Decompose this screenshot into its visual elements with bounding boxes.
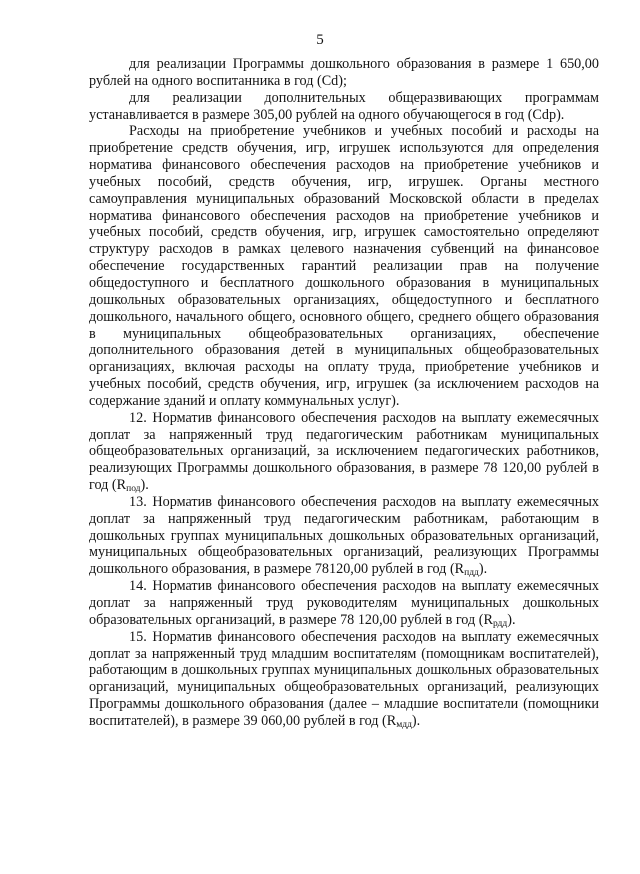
paragraph-textbooks-expenses [89, 123, 599, 409]
paragraph-tail: ). [478, 561, 488, 578]
paragraph-text: 13. Норматив финансового обеспечения расходов на выплату ежемесячных доплат за напряженный труд педагогическим работникам, работающим в дошкольных группах муниципальных дошкольных образовательных организаций, муниципальных общеобразовательных организаций, реализующих Программы дошкольного образования, в размере 78120,00 рублей в год (R [89, 493, 599, 578]
paragraph-cd-norm [89, 56, 599, 90]
paragraph-item-15 [89, 629, 599, 730]
paragraph-text: 15. Норматив финансового обеспечения расходов на выплату ежемесячных доплат за напряженный труд младшим воспитателям (помощникам воспитателей), работающим в дошкольных группах муниципальных дошкольных образовательных организаций, муниципальных общеобразовательных организаций, реализующих Программы дошкольного образования (далее – младшие воспитатели (помощники воспитателей), в размере 39 060,00 рублей в год (R [89, 628, 599, 729]
formula-subscript: пдд [464, 568, 479, 579]
paragraph-tail: ). [507, 611, 516, 628]
paragraph-text: для реализации Программы дошкольного образования в размере 1 650,00 рублей на одного воспитанника в год (Cd); [89, 56, 599, 89]
paragraph-tail: ). [140, 477, 149, 494]
paragraph-text: Расходы на приобретение учебников и учебных пособий и расходы на приобретение средств обучения, игр, игрушек используются для определения норматива финансового обеспечения расходов на приобретение учебников и учебных пособий, средств обучения, игр, игрушек. Органы местного самоуправления муниципальных образований Московской области в пределах норматива финансового обеспечения расходов на приобретение учебников и учебных пособий, средств обучения, игр, игрушек самостоятельно определяют структуру расходов в рамках целевого назначения субвенций на финансовое обеспечение государственных гарантий реализации прав на получение общедоступного и бесплатного дошкольного образования в муниципальных дошкольных образовательных организациях, общедоступного и бесплатного дошкольного, начального общего, основного общего, среднего общего образования в муниципальных общеобразовательных организациях, обеспечение дополнительного образования детей в муниципальных общеобразовательных организациях, включая расходы на оплату труда, приобретение учебников и учебных пособий, средств обучения, игр, игрушек (за исключением расходов на содержание зданий и оплату коммунальных услуг). [89, 123, 599, 409]
document-body [89, 56, 599, 730]
formula-subscript: под [126, 484, 141, 495]
formula-subscript: рдд [492, 618, 508, 629]
paragraph-text: 12. Норматив финансового обеспечения расходов на выплату ежемесячных доплат за напряженный труд педагогическим работникам муниципальных общеобразовательных организаций, за исключением педагогических работников, реализующих Программы дошкольного образования, в размере 78 120,00 рублей в год (R [89, 409, 599, 494]
paragraph-text: 14. Норматив финансового обеспечения расходов на выплату ежемесячных доплат за напряженный труд руководителям муниципальных дошкольных образовательных организаций, в размере 78 120,00 рублей в год (R [89, 578, 599, 628]
paragraph-item-12 [89, 410, 599, 494]
paragraph-item-14 [89, 578, 599, 629]
paragraph-tail: ). [411, 712, 421, 729]
page-number: 5 [316, 32, 324, 48]
paragraph-text: для реализации дополнительных общеразвивающих программам устанавливается в размере 305,00 рублей на одного обучающегося в год (Cdp). [89, 89, 599, 123]
formula-subscript: мдд [396, 719, 412, 730]
paragraph-item-13 [89, 494, 599, 578]
paragraph-cdp-norm [89, 90, 599, 124]
